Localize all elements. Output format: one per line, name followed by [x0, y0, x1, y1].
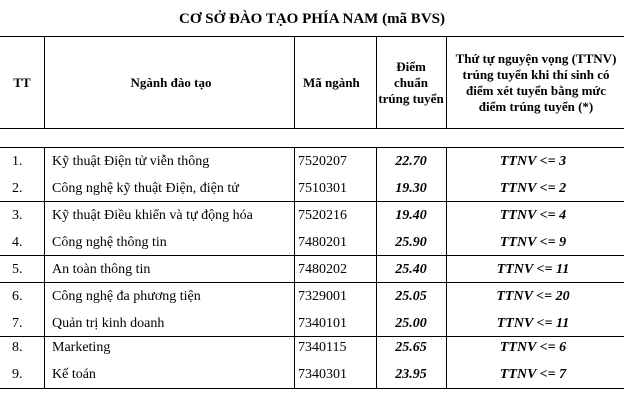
row-number: 9.	[12, 367, 23, 382]
major-name: Kỹ thuật Điện tử viễn thông	[52, 154, 210, 169]
table-rule	[0, 388, 624, 389]
priority-order: TTNV <= 7	[499, 367, 567, 382]
row-number: 7.	[12, 315, 23, 331]
major-name: Quản trị kinh doanh	[52, 315, 165, 331]
row-number: 3.	[12, 207, 23, 223]
column-divider	[44, 147, 45, 388]
header-score: Điểm chuẩn trúng tuyển	[378, 59, 444, 106]
major-code: 7480202	[298, 261, 347, 277]
table-rule	[0, 128, 624, 129]
page-title: CƠ SỞ ĐÀO TẠO PHÍA NAM (mã BVS)	[179, 11, 445, 27]
cutoff-score: 25.40	[395, 261, 427, 277]
table-rule	[0, 201, 624, 202]
priority-order: TTNV <= 20	[496, 288, 570, 304]
major-name: Kế toán	[52, 367, 96, 382]
header-tt: TT	[13, 75, 31, 90]
major-code: 7340115	[298, 340, 347, 355]
header-major: Ngành đào tạo	[130, 75, 212, 90]
major-name: Kỹ thuật Điều khiển và tự động hóa	[52, 207, 253, 223]
major-name: Marketing	[52, 340, 111, 355]
major-code: 7340101	[298, 315, 347, 331]
major-name: Công nghệ đa phương tiện	[52, 288, 201, 304]
column-divider	[44, 36, 45, 128]
major-code: 7510301	[298, 180, 347, 196]
priority-order: TTNV <= 6	[499, 340, 567, 355]
table-rule	[0, 255, 624, 256]
priority-order: TTNV <= 9	[499, 234, 567, 250]
column-divider	[294, 147, 295, 388]
cutoff-score: 25.05	[395, 288, 427, 304]
row-number: 8.	[12, 340, 23, 355]
row-number: 6.	[12, 288, 23, 304]
column-divider	[446, 36, 447, 128]
cutoff-score: 19.40	[395, 207, 427, 223]
cutoff-score: 25.65	[395, 340, 427, 355]
table-rule	[0, 336, 624, 337]
priority-order: TTNV <= 3	[499, 154, 567, 169]
cutoff-score: 25.00	[395, 315, 427, 331]
priority-order: TTNV <= 2	[499, 180, 567, 196]
major-name: An toàn thông tin	[52, 261, 151, 277]
major-name: Công nghệ thông tin	[52, 234, 167, 250]
priority-order: TTNV <= 11	[496, 261, 570, 277]
header-code: Mã ngành	[303, 75, 360, 90]
row-number: 4.	[12, 234, 23, 250]
row-number: 2.	[12, 180, 23, 196]
priority-order: TTNV <= 4	[499, 207, 567, 223]
table-rule	[0, 282, 624, 283]
row-number: 1.	[12, 154, 23, 169]
cutoff-score: 25.90	[395, 234, 427, 250]
priority-order: TTNV <= 11	[496, 315, 570, 331]
cutoff-score: 19.30	[395, 180, 427, 196]
major-code: 7329001	[298, 288, 347, 304]
column-divider	[376, 147, 377, 388]
column-divider	[376, 36, 377, 128]
table-rule	[0, 36, 624, 37]
major-code: 7340301	[298, 367, 347, 382]
major-code: 7520207	[298, 154, 347, 169]
column-divider	[446, 147, 447, 388]
table-rule	[0, 147, 624, 148]
row-number: 5.	[12, 261, 23, 277]
header-priority: Thứ tự nguyện vọng (TTNV) trúng tuyển khi thí sinh có điểm xét tuyển bằng mức điểm trúng tuyển (*)	[455, 51, 617, 114]
major-name: Công nghệ kỹ thuật Điện, điện tử	[52, 180, 239, 196]
major-code: 7480201	[298, 234, 347, 250]
column-divider	[294, 36, 295, 128]
cutoff-score: 23.95	[395, 367, 427, 382]
cutoff-score: 22.70	[395, 154, 427, 169]
major-code: 7520216	[298, 207, 347, 223]
